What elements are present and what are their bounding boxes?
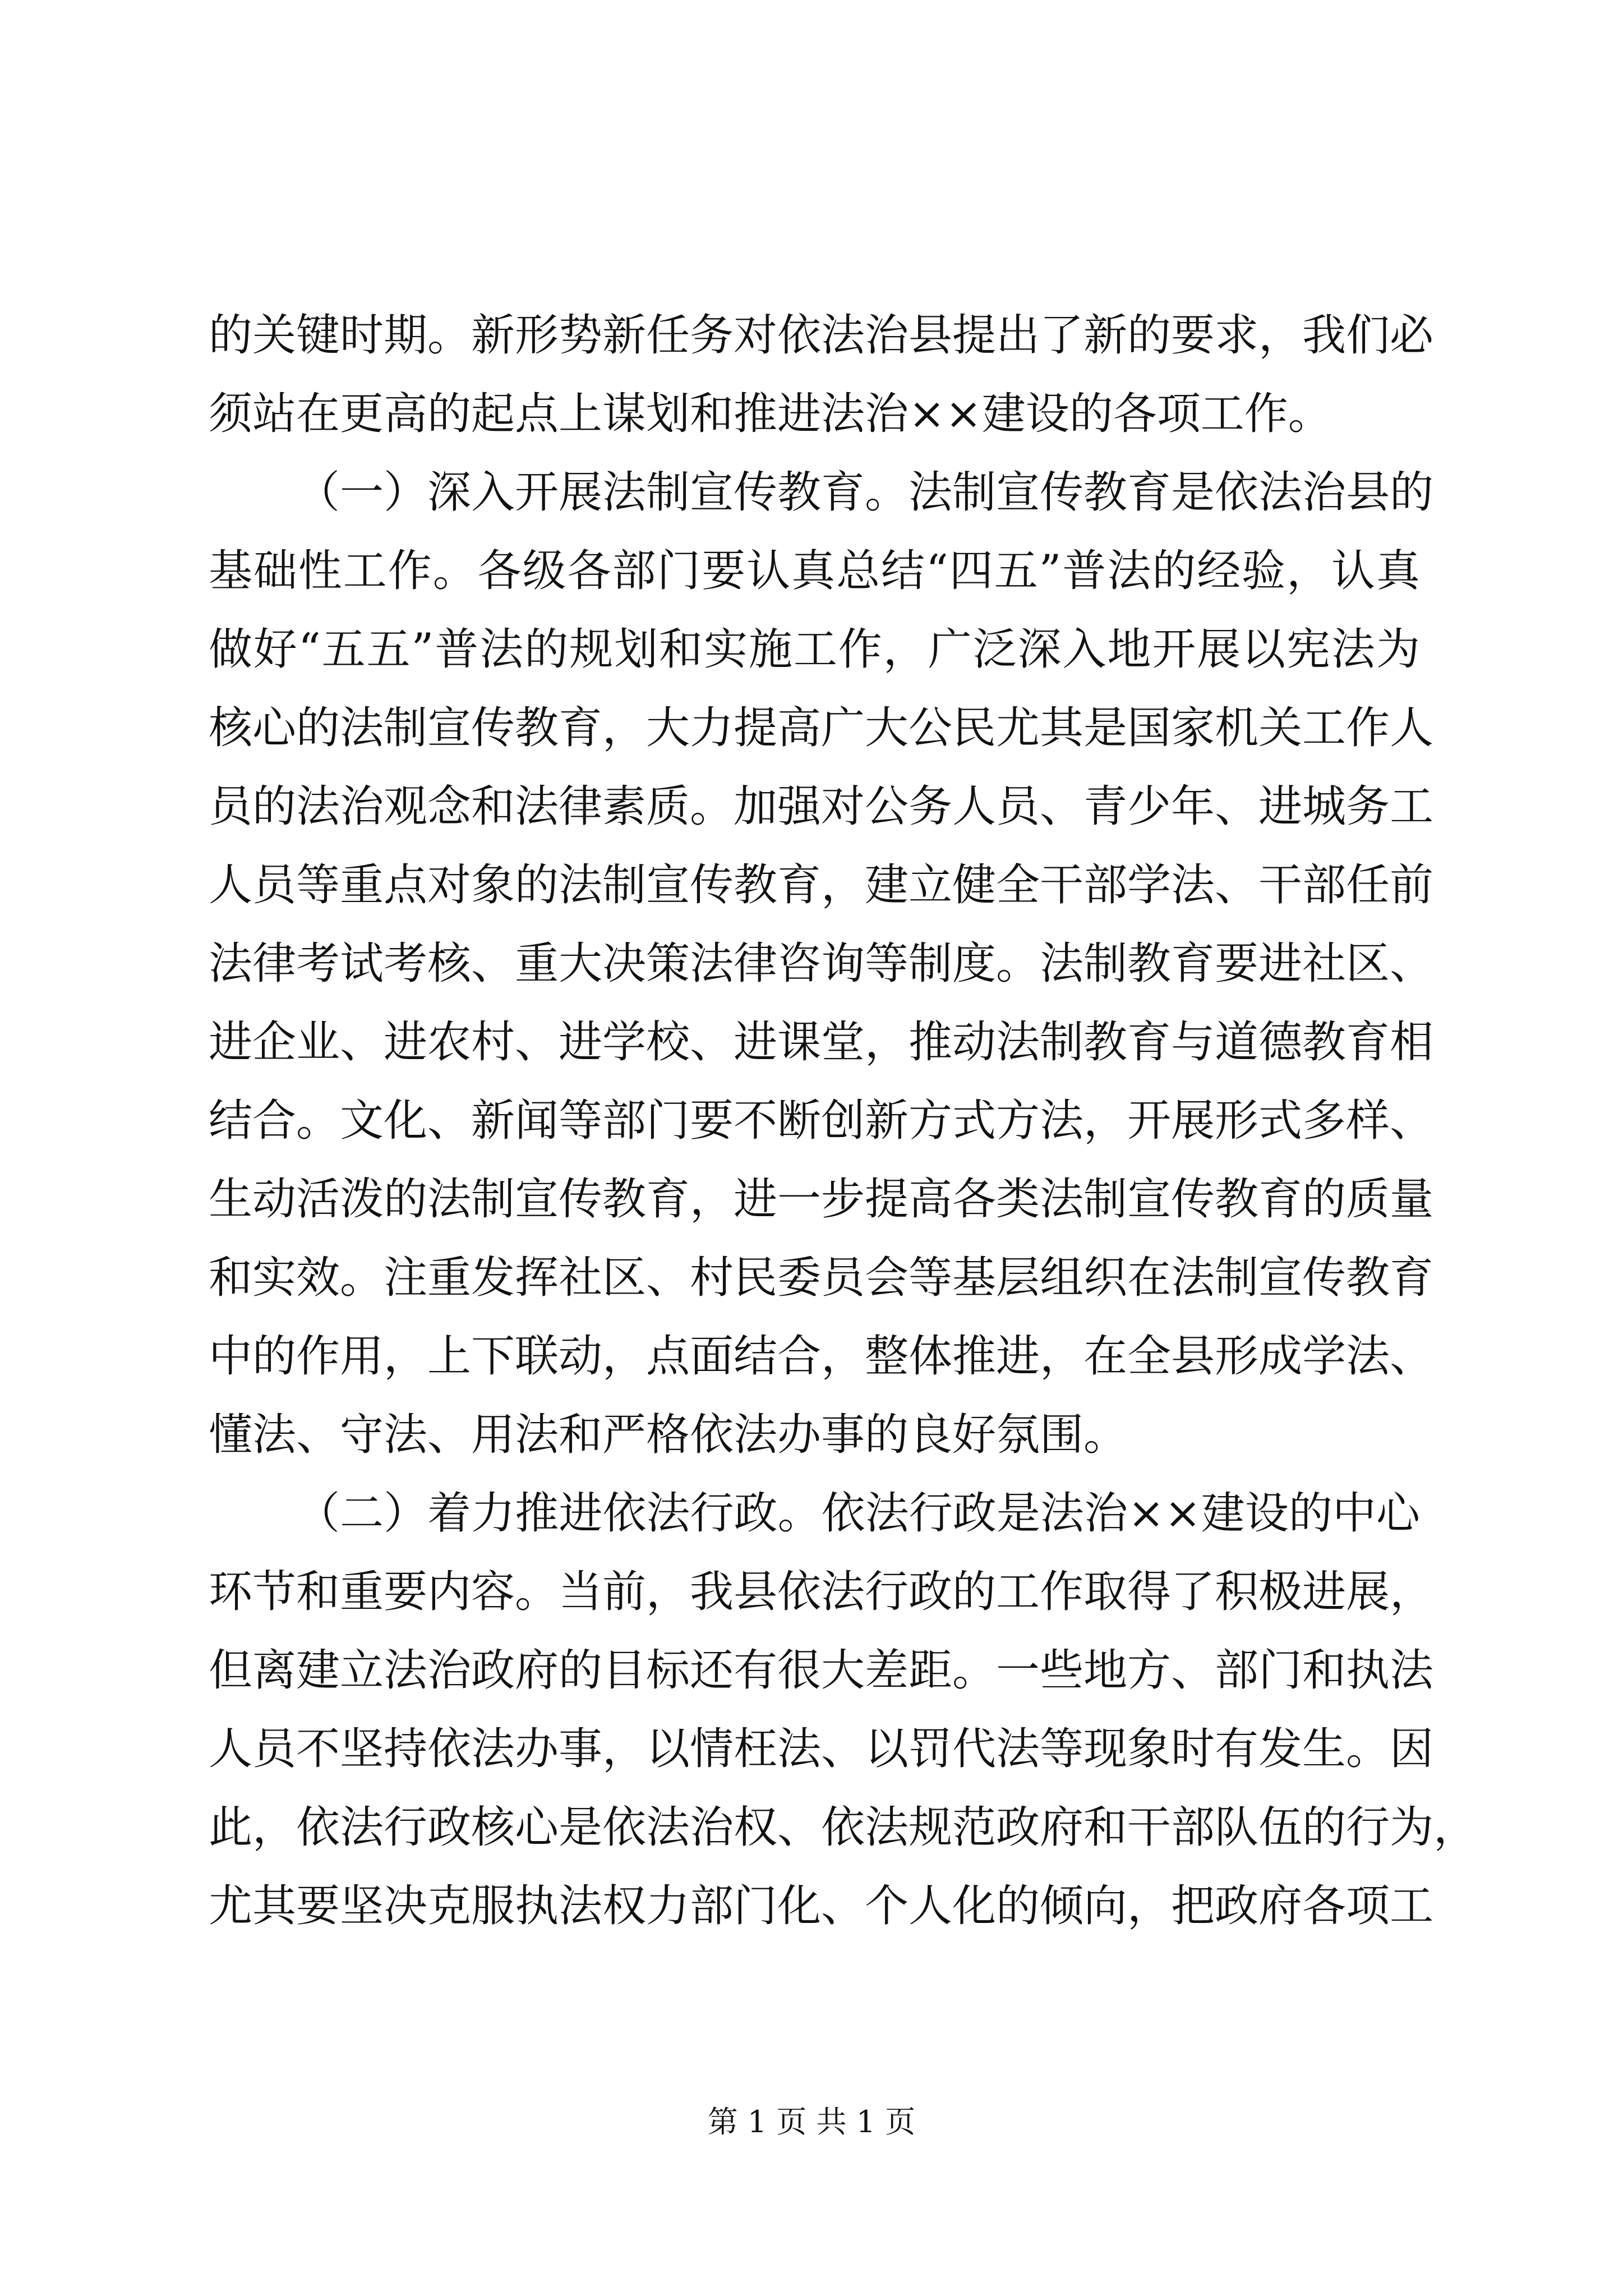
text-line: 结合。文化、新闻等部门要不断创新方式方法，开展形式多样、	[209, 1096, 1434, 1146]
text-line: 人员等重点对象的法制宣传教育，建立健全干部学法、干部任前	[209, 860, 1434, 910]
text-line: 法律考试考核、重大决策法律咨询等制度。法制教育要进社区、	[209, 938, 1434, 989]
section-heading-line: （二）着力推进依法行政。依法行政是法治××建设的中心	[296, 1488, 1420, 1539]
text-line: 尤其要坚决克服执法权力部门化、个人化的倾向，把政府各项工	[209, 1881, 1434, 1931]
text-line: 中的作用，上下联动，点面结合，整体推进，在全县形成学法、	[209, 1331, 1434, 1382]
text-line: 生动活泼的法制宣传教育，进一步提高各类法制宣传教育的质量	[209, 1174, 1434, 1225]
text-line: 人员不坚持依法办事，以情枉法、以罚代法等现象时有发生。因	[209, 1724, 1434, 1774]
section-heading-line: （一）深入开展法制宣传教育。法制宣传教育是依法治县的	[296, 467, 1434, 518]
text-line: 核心的法制宣传教育，大力提高广大公民尤其是国家机关工作人	[209, 703, 1434, 753]
text-line: 和实效。注重发挥社区、村民委员会等基层组织在法制宣传教育	[209, 1253, 1434, 1303]
text-line: 但离建立法治政府的目标还有很大差距。一些地方、部门和执法	[209, 1645, 1434, 1696]
text-line: 懂法、守法、用法和严格依法办事的良好氛围。	[209, 1410, 1128, 1460]
text-line: 须站在更高的起点上谋划和推进法治××建设的各项工作。	[209, 389, 1332, 439]
text-line: 员的法治观念和法律素质。加强对公务人员、青少年、进城务工	[209, 781, 1434, 832]
body-text	[209, 296, 1478, 1945]
text-line: 环节和重要内容。当前，我县依法行政的工作取得了积极进展，	[209, 1567, 1434, 1617]
text-line: 的关键时期。新形势新任务对依法治县提出了新的要求，我们必	[209, 310, 1434, 361]
text-line: 基础性工作。各级各部门要认真总结“四五”普法的经验，认真	[209, 546, 1420, 596]
text-line: 做好“五五”普法的规划和实施工作，广泛深入地开展以宪法为	[209, 624, 1420, 675]
text-line: 此，依法行政核心是依法治权、依法规范政府和干部队伍的行为，	[209, 1802, 1478, 1853]
text-line: 进企业、进农村、进学校、进课堂，推动法制教育与道德教育相	[209, 1017, 1434, 1068]
page-footer: 第 1 页 共 1 页	[707, 2104, 916, 2139]
